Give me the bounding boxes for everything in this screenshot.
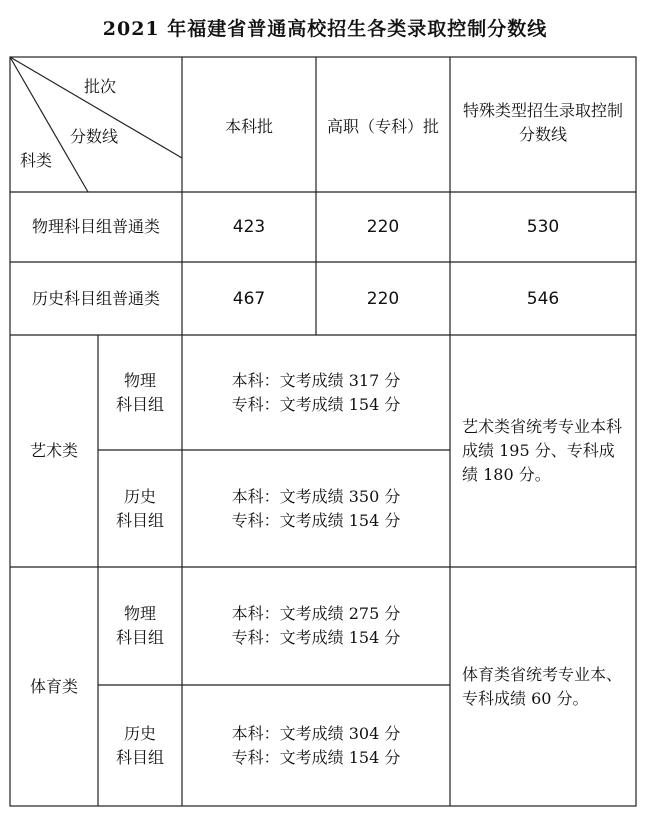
row-physics-bachelor: 423 <box>232 217 266 237</box>
sports-physics-group: 物理 科目组 <box>115 604 164 647</box>
row-history-special: 546 <box>526 288 560 309</box>
art-history-vocational: 专科：文考成绩 154 分 <box>231 510 401 530</box>
header-diag-batch: 批次 <box>84 77 117 96</box>
sports-physics-scores <box>182 567 450 685</box>
row-history-bachelor: 467 <box>232 288 266 309</box>
sports-note: 体育类省统考专业本、专科成绩 60 分。 <box>462 664 623 708</box>
art-note: 艺术类省统考专业本科成绩 195 分、专科成绩 180 分。 <box>462 417 623 484</box>
art-history-group: 历史 科目组 <box>115 486 164 530</box>
header-vocational: 高职（专科）批 <box>326 117 439 136</box>
header-diag-subject: 科类 <box>20 151 53 170</box>
art-physics-vocational: 专科：文考成绩 154 分 <box>231 394 401 414</box>
row-history-label: 历史科目组普通类 <box>31 288 160 308</box>
art-physics-group: 物理 科目组 <box>115 370 164 414</box>
page-title: 2021 年福建省普通高校招生各类录取控制分数线 <box>102 18 548 40</box>
sports-label: 体育类 <box>29 676 78 696</box>
art-history-scores <box>182 450 450 567</box>
row-physics-special: 530 <box>526 217 560 237</box>
sports-physics-bachelor: 本科：文考成绩 275 分 <box>231 604 401 623</box>
art-label: 艺术类 <box>29 441 78 460</box>
header-bachelor: 本科批 <box>224 117 273 136</box>
header-diag-score: 分数线 <box>70 127 119 146</box>
art-physics-bachelor: 本科：文考成绩 317 分 <box>231 370 401 390</box>
sports-history-group: 历史 科目组 <box>115 723 164 767</box>
header-special: 特殊类型招生录取控制分数线 <box>462 101 623 144</box>
sports-physics-vocational: 专科：文考成绩 154 分 <box>231 628 401 647</box>
row-history-vocational: 220 <box>366 288 400 309</box>
sports-history-scores <box>182 685 450 806</box>
art-physics-scores <box>182 335 450 450</box>
sports-history-bachelor: 本科：文考成绩 304 分 <box>231 723 401 743</box>
row-physics-vocational: 220 <box>366 217 400 237</box>
sports-history-vocational: 专科：文考成绩 154 分 <box>231 747 401 767</box>
art-history-bachelor: 本科：文考成绩 350 分 <box>231 486 401 506</box>
row-physics-label: 物理科目组普通类 <box>31 217 160 236</box>
